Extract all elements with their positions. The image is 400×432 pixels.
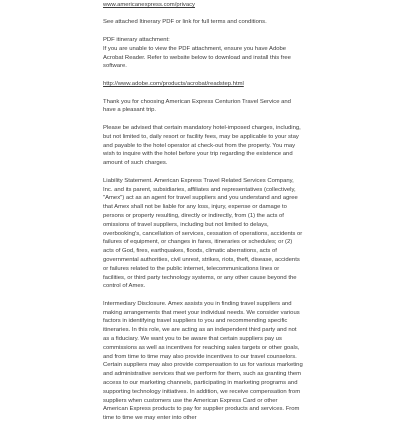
intermediary-disclosure: Intermediary Disclosure. Amex assists you in finding travel suppliers and making arrangements that meet your individual needs. We consider various factors in identifying travel suppliers to you and recommending specific itineraries. In this role, we are acting as an independent third party and not as a fiduciary. We want you to be aware that certain suppliers pay us commissions as well as incentives for reaching sales targets or other goals, and from time to time may also provide incentives to our travel counselors. Certain suppliers may also provide compensation to us for various marketing and administrative services that we perform for them, such as granting them access to our marketing channels, participating in marketing programs and supporting technology initiatives. In addition, we receive compensation from suppliers when customers use the American Express Card or other American Express products to pay for supplier products and services. From time to time we may enter into other xyxy=(103,300,303,422)
adobe-link[interactable]: http://www.adobe.com/products/acrobat/readstep.html xyxy=(103,80,244,87)
email-body xyxy=(103,0,303,432)
pdf-paragraph xyxy=(103,36,303,71)
thanks-paragraph: Thank you for choosing American Express Centurion Travel Service and have a pleasant trip. xyxy=(103,98,291,114)
privacy-paragraph xyxy=(103,0,303,10)
hotel-charges-paragraph: Please be advised that certain mandatory hotel-imposed charges, including, but not limited to, daily resort or facility fees, may be applicable to your stay and payable to the hotel operator at check-out from the property. You may wish to inquire with the hotel before your trip regarding the existence and amount of such charges. xyxy=(103,124,301,167)
privacy-link[interactable]: www.americanexpress.com/privacy xyxy=(103,1,195,8)
pdf-heading: PDF itinerary attachment: xyxy=(103,36,170,43)
itinerary-note: See attached Itinerary PDF or link for full terms and conditions. xyxy=(103,19,267,26)
pdf-instructions: If you are unable to view the PDF attachment, ensure you have Adobe Acrobat Reader. Refer to website below to download and install this free software. xyxy=(103,45,291,70)
liability-statement: Liability Statement. American Express Travel Related Services Company, Inc. and its parent, subsidiaries, affiliates and representatives (collectively, "Amex") act as an agent for travel suppliers and you understand and agree that Amex shall not be liable for any loss, injury, expense or damage to persons or property resulting, directly or indirectly, from (1) the acts of omissions of travel suppliers, including but not limited to delays, overbooking's, cancellation of services, cessation of operations, accidents or failures of equipment, or changes in fares, itineraries or schedules; or (2) acts of God, fires, earthquakes, floods, climatic aberrations, acts of governmental authorities, civil unrest, strikes, riots, theft, disease, accidents or failures related to the public internet, telecommunications lines or facilities, or third party technology systems, or any other cause beyond the control of Amex. xyxy=(103,177,303,290)
adobe-paragraph xyxy=(103,80,303,89)
